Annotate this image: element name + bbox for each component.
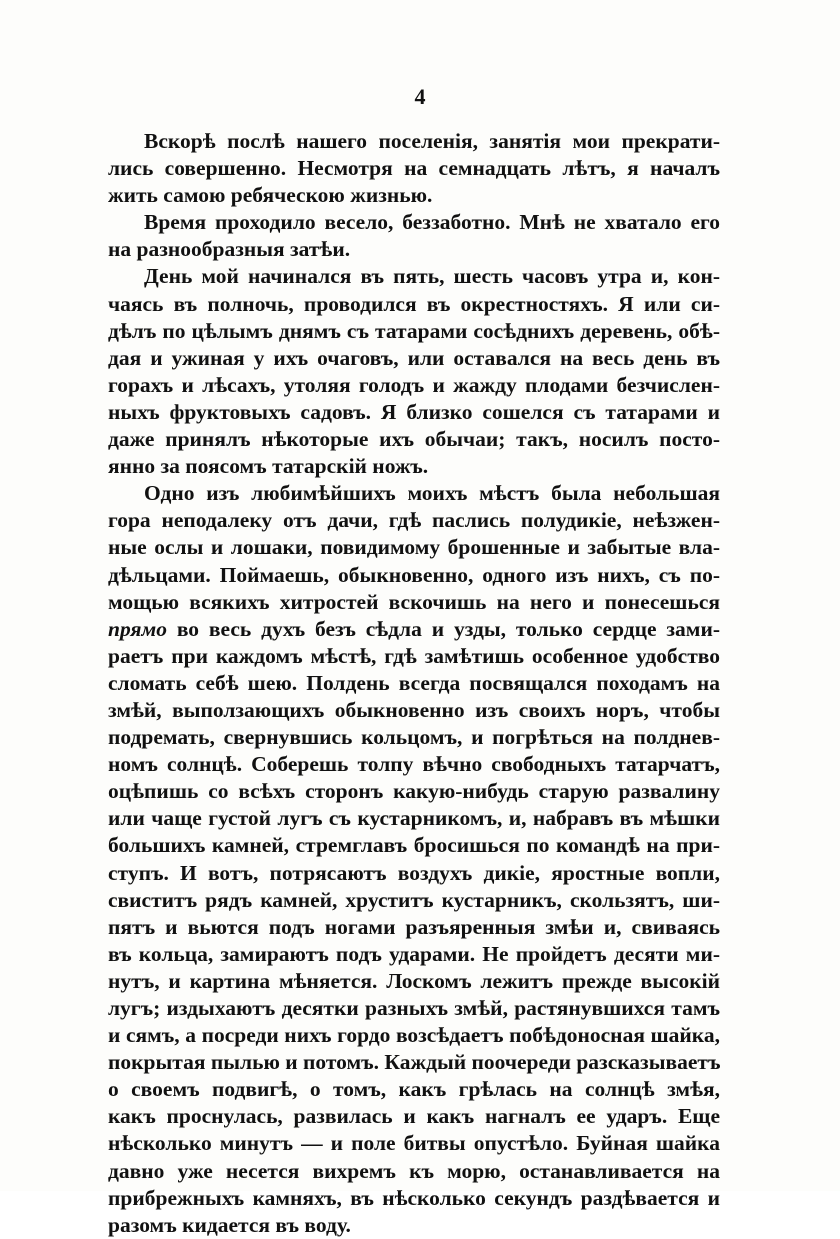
text-line: жить самою ребяческою жизнью. <box>108 183 433 208</box>
text-line: свиститъ рядъ камней, хруститъ кустарникъ, скользятъ, ши- <box>108 887 720 912</box>
page-number: 4 <box>414 84 426 109</box>
text-line: какъ проснулась, развилась и какъ нагналъ ее ударъ. Еще <box>108 1104 720 1129</box>
text-line: ные ослы и лошаки, повидимому брошенные и забытые вла- <box>108 535 720 560</box>
italic-line-rest: во весь духъ безъ сѣдла и узды, только сердце зами- <box>166 616 720 641</box>
text-line: или чаще густой лугъ съ кустарникомъ, и, набравъ въ мѣшки <box>108 806 720 831</box>
paragraph-4 <box>108 480 720 1239</box>
text-line: ступъ. И вотъ, потрясаютъ воздухъ дикіе, яростные вопли, <box>108 860 720 885</box>
text-line: Время проходило весело, беззаботно. Мнѣ не хватало его <box>144 210 720 235</box>
text-line: нутъ, и картина мѣняется. Лоскомъ лежитъ прежде высокій <box>108 968 720 993</box>
text-line: большихъ камней, стремглавъ бросишься по командѣ на при- <box>108 833 720 858</box>
paragraph-2 <box>108 209 720 263</box>
text-line: раетъ при каждомъ мѣстѣ, гдѣ замѣтишь особенное удобство <box>108 643 720 668</box>
text-line: лись совершенно. Несмотря на семнадцать лѣтъ, я началъ <box>108 156 720 181</box>
text-line: даже принялъ нѣкоторые ихъ обычаи; такъ, носилъ посто- <box>108 427 720 452</box>
paragraph-3 <box>108 263 720 480</box>
text-line: сломать себѣ шею. Полдень всегда посвящался походамъ на <box>108 670 720 695</box>
text-line: День мой начинался въ пять, шесть часовъ утра и, кон- <box>144 264 720 289</box>
text-line: на разнообразныя затѣи. <box>108 237 351 262</box>
text-line: дая и ужиная у ихъ очаговъ, или оставался на весь день въ <box>108 345 720 370</box>
text-line: гора неподалеку отъ дачи, гдѣ паслись полудикіе, неѣзжен- <box>108 508 720 533</box>
body-text <box>108 128 720 1239</box>
text-line: въ кольца, замираютъ подъ ударами. Не пройдетъ десяти ми- <box>108 941 720 966</box>
italic-word: прямо <box>108 616 167 641</box>
text-line: оцѣпишь со всѣхъ сторонъ какую-нибудь старую развалину <box>108 779 720 804</box>
text-line: ныхъ фруктовыхъ садовъ. Я близко сошелся съ татарами и <box>108 399 720 424</box>
text-line: дѣлъ по цѣлымъ днямъ съ татарами сосѣднихъ деревень, обѣ- <box>108 318 720 343</box>
text-line: змѣй, выползающихъ обыкновенно изъ своихъ норъ, чтобы <box>108 697 720 722</box>
text-line: чаясь въ полночь, проводился въ окрестностяхъ. Я или си- <box>108 291 720 316</box>
text-line: мощью всякихъ хитростей вскочишь на него и понесешься <box>108 589 720 614</box>
text-line: янно за поясомъ татарскій ножъ. <box>108 454 429 479</box>
text-line: давно уже несется вихремъ къ морю, останавливается на <box>108 1158 720 1183</box>
text-line: разомъ кидается въ воду. <box>108 1212 351 1237</box>
text-line: нѣсколько минутъ — и поле битвы опустѣло. Буйная шайка <box>108 1131 720 1156</box>
text-line: Одно изъ любимѣйшихъ моихъ мѣстъ была небольшая <box>144 481 720 506</box>
text-line: лугъ; издыхаютъ десятки разныхъ змѣй, растянувшихся тамъ <box>108 996 720 1020</box>
text-line: номъ солнцѣ. Соберешь толпу вѣчно свободныхъ татарчатъ, <box>108 752 720 777</box>
text-line: и сямъ, а посреди нихъ гордо возсѣдаетъ побѣдоносная шайка, <box>108 1023 720 1048</box>
text-line: подремать, свернувшись кольцомъ, и погрѣться на полднев- <box>108 725 720 750</box>
paragraph-1 <box>108 128 720 209</box>
text-line: горахъ и лѣсахъ, утоляя голодъ и жажду плодами безчислен- <box>108 372 720 397</box>
text-line: о своемъ подвигѣ, о томъ, какъ грѣлась на солнцѣ змѣя, <box>108 1077 720 1102</box>
text-line-italic <box>108 616 720 643</box>
text-line: Вскорѣ послѣ нашего поселенія, занятія мои прекрати- <box>144 129 720 153</box>
text-line: пятъ и вьются подъ ногами разъяренныя змѣи и, свиваясь <box>108 914 720 939</box>
text-line: покрытая пылью и потомъ. Каждый поочереди разсказываетъ <box>108 1050 720 1075</box>
text-line: дѣльцами. Поймаешь, обыкновенно, одного изъ нихъ, съ по- <box>108 562 720 587</box>
text-line: прибрежныхъ камняхъ, въ нѣсколько секундъ раздѣвается и <box>108 1185 720 1210</box>
